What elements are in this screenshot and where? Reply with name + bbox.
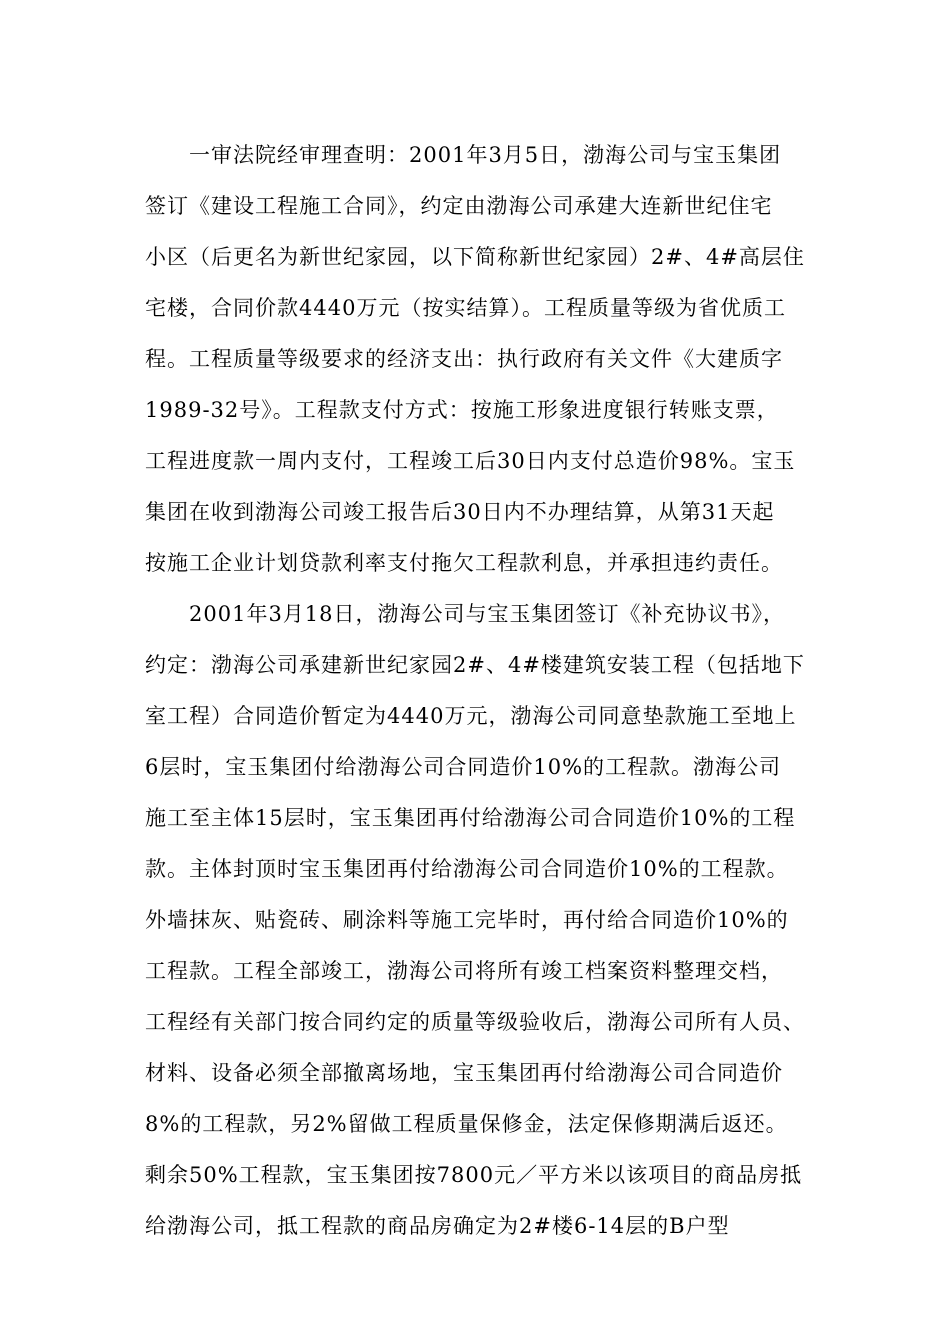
text-line: 外墙抹灰、贴瓷砖、刷涂料等施工完毕时，再付给合同造价10%的	[145, 908, 789, 932]
text-line: 款。主体封顶时宝玉集团再付给渤海公司合同造价10%的工程款。	[145, 857, 789, 881]
text-line: 施工至主体15层时，宝玉集团再付给渤海公司合同造价10%的工程	[145, 806, 796, 830]
text-line: 一审法院经审理查明：2001年3月5日，渤海公司与宝玉集团	[189, 143, 782, 167]
text-line: 集团在收到渤海公司竣工报告后30日内不办理结算，从第31天起	[145, 500, 775, 524]
text-line: 8%的工程款，另2%留做工程质量保修金，法定保修期满后返还。	[145, 1112, 788, 1136]
text-line: 1989-32号》。工程款支付方式：按施工形象进度银行转账支票，	[145, 398, 779, 422]
text-line: 小区（后更名为新世纪家园，以下简称新世纪家园）2#、4#高层住	[145, 245, 805, 269]
text-line: 按施工企业计划贷款利率支付拖欠工程款利息，并承担违约责任。	[145, 551, 783, 575]
text-line: 签订《建设工程施工合同》，约定由渤海公司承建大连新世纪住宅	[145, 194, 773, 218]
text-line: 2001年3月18日，渤海公司与宝玉集团签订《补充协议书》，	[189, 602, 786, 626]
text-line: 工程经有关部门按合同约定的质量等级验收后，渤海公司所有人员、	[145, 1010, 805, 1034]
text-line: 剩余50%工程款，宝玉集团按7800元／平方米以该项目的商品房抵	[145, 1163, 803, 1187]
text-line: 给渤海公司，抵工程款的商品房确定为2#楼6-14层的B户型	[145, 1214, 730, 1238]
text-line: 工程进度款一周内支付，工程竣工后30日内支付总造价98%。宝玉	[145, 449, 796, 473]
text-line: 材料、设备必须全部撤离场地，宝玉集团再付给渤海公司合同造价	[145, 1061, 783, 1085]
text-line: 工程款。工程全部竣工，渤海公司将所有竣工档案资料整理交档，	[145, 959, 783, 983]
text-line: 约定：渤海公司承建新世纪家园2#、4#楼建筑安装工程（包括地下	[145, 653, 805, 677]
text-line: 6层时，宝玉集团付给渤海公司合同造价10%的工程款。渤海公司	[145, 755, 782, 779]
text-line: 宅楼，合同价款4440万元（按实结算）。工程质量等级为省优质工	[145, 296, 786, 320]
text-line: 室工程）合同造价暂定为4440万元，渤海公司同意垫款施工至地上	[145, 704, 797, 728]
text-line: 程。工程质量等级要求的经济支出：执行政府有关文件《大建质字	[145, 347, 783, 371]
